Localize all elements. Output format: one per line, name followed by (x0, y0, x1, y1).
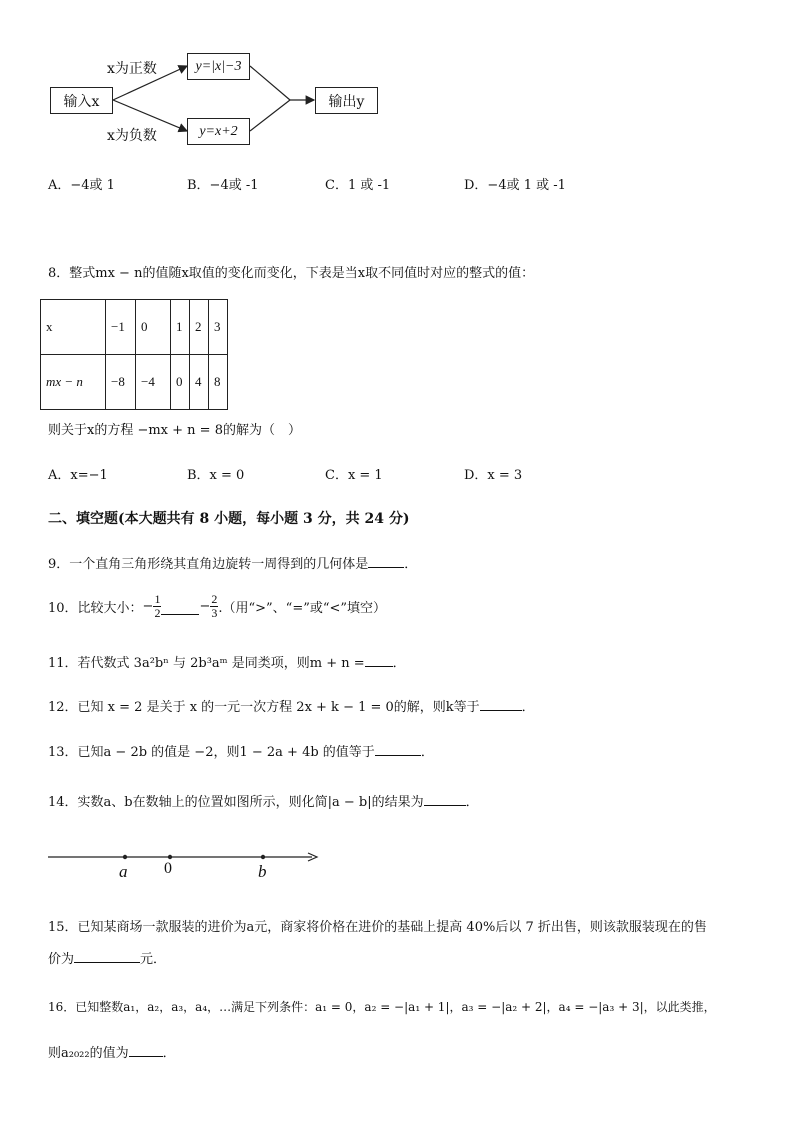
q14-text: 14．实数a、b在数轴上的位置如图所示，则化简|a − b|的结果为 ． (48, 795, 479, 810)
q10-minus-1: − (142, 599, 154, 614)
table-cell: mx − n (41, 355, 106, 410)
q14-stem: 14．实数a、b在数轴上的位置如图所示，则化简|a − b|的结果为 (48, 795, 424, 810)
answer-blank (74, 950, 140, 963)
q7-option-c: C．1 或 -1 (325, 178, 391, 193)
q11-stem: 11．若代数式 3a²bⁿ 与 2b³aᵐ 是同类项，则m + n = (48, 656, 365, 671)
answer-blank (368, 555, 404, 568)
q10-suffix: .（用“>”、“=”或“<”填空） (218, 601, 387, 616)
q7-option-a: A．−4或 1 (48, 178, 115, 193)
q15-line-1: 15．已知某商场一款服装的进价为a元，商家将价格在进价的基础上提高 40%后以 7 折出售，则该款服装现在的售 (48, 920, 707, 935)
table-cell: −1 (106, 300, 136, 355)
q8-option-a: A．x=−1 (48, 468, 108, 483)
answer-blank (161, 602, 199, 615)
q10-fraction-1 (153, 593, 161, 620)
answer-blank (480, 698, 522, 711)
flowchart-input-box: 输入x (50, 87, 113, 114)
flowchart-bottom-box: y=x+2 (187, 118, 250, 145)
answer-blank (129, 1044, 163, 1057)
table-row (41, 300, 228, 355)
fraction-numerator: 2 (211, 592, 218, 606)
fraction-denominator: 3 (211, 606, 218, 620)
flowchart-output-box: 输出y (315, 87, 378, 114)
number-line (40, 840, 340, 880)
table-cell: −8 (106, 355, 136, 410)
q8-option-c: C．x = 1 (325, 468, 383, 483)
table-cell: 8 (209, 355, 228, 410)
q9-text: 9．一个直角三角形绕其直角边旋转一周得到的几何体是 ． (48, 557, 418, 572)
q7-option-d: D．−4或 1 或 -1 (464, 178, 566, 193)
numberline-label-zero: 0 (164, 860, 172, 877)
q16-line-1: 16．已知整数a₁，a₂，a₃，a₄，…满足下列条件：a₁ = 0，a₂ = −|a₁ + 1|，a₃ = −|a₂ + 2|，a₄ = −|a₃ + 3|，以此类推， (48, 1000, 716, 1014)
q15-suffix: 元． (140, 952, 167, 967)
q13-text: 13．已知a − 2b 的值是 −2，则1 − 2a + 4b 的值等于 ． (48, 745, 434, 760)
q10-prefix: 10．比较大小： (48, 601, 143, 616)
q13-stem: 13．已知a − 2b 的值是 −2，则1 − 2a + 4b 的值等于 (48, 745, 375, 760)
q15-line-2 (48, 948, 166, 967)
q10-text (48, 593, 386, 620)
q8-question: 则关于x的方程 −mx + n = 8的解为（ ） (48, 423, 301, 438)
table-cell: 2 (190, 300, 209, 355)
q11-text: 11．若代数式 3a²bⁿ 与 2b³aᵐ 是同类项，则m + n = ． (48, 656, 406, 671)
answer-blank (365, 654, 393, 667)
table-cell: 3 (209, 300, 228, 355)
q15-prefix: 价为 (48, 952, 75, 967)
table-cell: −4 (136, 355, 171, 410)
numberline-label-a: a (119, 862, 128, 881)
q16-stem: 则a₂₀₂₂的值为 (48, 1046, 129, 1061)
q12-text: 12．已知 x = 2 是关于 x 的一元一次方程 2x + k − 1 = 0的解，则k等于 ． (48, 700, 535, 715)
flowchart-bottom-label: x为负数 (107, 128, 157, 144)
q10-minus-2: − (199, 599, 211, 614)
section-2-title: 二、填空题(本大题共有 8 小题，每小题 3 分，共 24 分) (48, 511, 410, 527)
table-cell: x (41, 300, 106, 355)
q8-stem: 8．整式mx − n的值随x取值的变化而变化，下表是当x取不同值时对应的整式的值： (48, 266, 535, 281)
q16-line-2: 则a₂₀₂₂的值为 ． (48, 1046, 176, 1061)
answer-blank (424, 793, 466, 806)
table-row (41, 355, 228, 410)
q9-stem: 9．一个直角三角形绕其直角边旋转一周得到的几何体是 (48, 557, 369, 572)
flowchart-top-label: x为正数 (107, 61, 157, 77)
point-b (261, 855, 265, 859)
q10-fraction-2 (210, 593, 218, 620)
table-cell: 4 (190, 355, 209, 410)
q7-option-b: B．−4或 -1 (187, 178, 259, 193)
point-a (123, 855, 127, 859)
numberline-label-b: b (258, 862, 267, 881)
flowchart-top-box: y=|x|−3 (187, 53, 250, 80)
answer-blank (375, 743, 421, 756)
fraction-denominator: 2 (154, 606, 161, 620)
table-cell: 1 (171, 300, 190, 355)
q8-option-d: D．x = 3 (464, 468, 523, 483)
table-cell: 0 (136, 300, 171, 355)
fraction-numerator: 1 (154, 592, 161, 606)
q8-value-table (40, 299, 228, 410)
point-zero (168, 855, 172, 859)
table-cell: 0 (171, 355, 190, 410)
q8-option-b: B．x = 0 (187, 468, 245, 483)
q12-stem: 12．已知 x = 2 是关于 x 的一元一次方程 2x + k − 1 = 0的解，则k等于 (48, 700, 480, 715)
